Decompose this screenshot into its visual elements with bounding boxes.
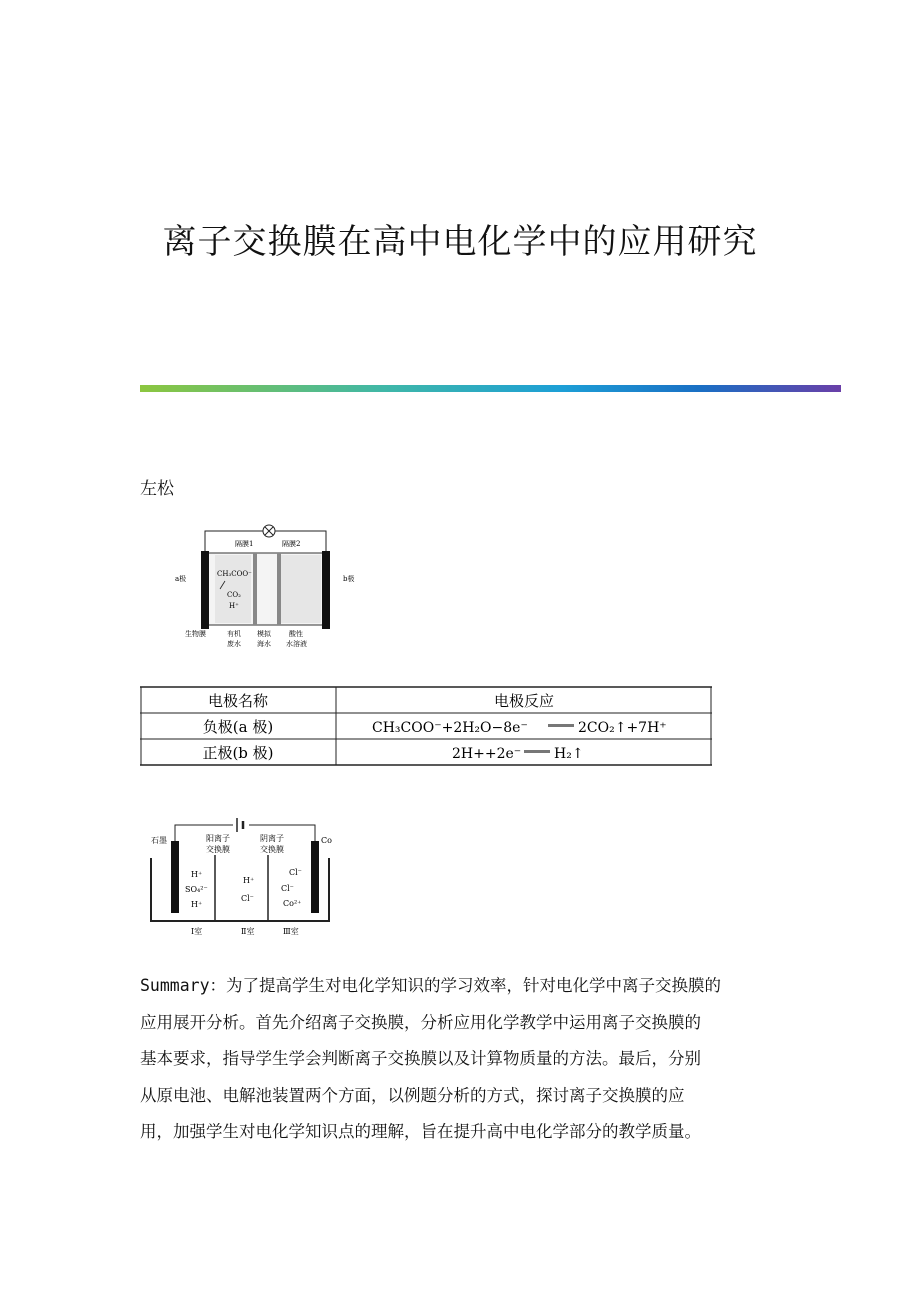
room1-h-bottom: H⁺: [191, 900, 203, 909]
acidic-label-2: 水溶液: [286, 640, 307, 648]
biofilm-label: 生物膜: [185, 630, 206, 638]
membrane-2: [277, 553, 281, 625]
table-row1-name: 负极(a 极): [202, 718, 274, 736]
organic-label-1: 有机: [227, 630, 241, 638]
decorative-gradient-bar: [140, 385, 841, 392]
room2-cl: Cl⁻: [241, 894, 254, 903]
membrane2-label: 隔膜2: [282, 540, 301, 548]
room1-label: Ⅰ室: [191, 927, 203, 936]
room3-co: Co²⁺: [283, 899, 302, 908]
table-header-name: 电极名称: [207, 692, 269, 710]
ion-co2: CO₂: [227, 591, 241, 599]
anion-membrane-label-2: 交换膜: [260, 845, 284, 854]
ion-ch3coo: CH₃COO⁻: [217, 570, 252, 578]
summary-line: 基本要求，指导学生学会判断离子交换膜以及计算物质量的方法。最后，分别: [140, 1049, 701, 1068]
seawater-label-2: 海水: [257, 640, 271, 648]
electrode-b-label: b极: [343, 575, 355, 583]
room1-h-top: H⁺: [191, 870, 203, 879]
cobalt-electrode: [311, 841, 319, 913]
room3-cl-mid: Cl⁻: [281, 884, 294, 893]
seawater-label-1: 模拟: [257, 630, 271, 638]
author-name: 左松: [140, 479, 174, 499]
cobalt-label: Co: [321, 836, 332, 845]
table-row2-reaction-left: 2H++2e⁻: [452, 746, 522, 762]
room3-cl-top: Cl⁻: [289, 868, 302, 877]
graphite-label: 石墨: [151, 836, 167, 845]
electrode-b: [322, 551, 330, 629]
electrolysis-cell-figure: [143, 813, 336, 938]
summary-line: 从原电池、电解池装置两个方面，以例题分析的方式，探讨离子交换膜的应: [140, 1085, 685, 1105]
fuel-cell-figure: [165, 521, 370, 657]
table-row2-reaction-right: H₂↑: [554, 746, 584, 762]
table-row2-name: 正极(b 极): [202, 744, 274, 762]
table-header-reaction: 电极反应: [493, 692, 555, 710]
summary-line: 应用展开分析。首先介绍离子交换膜，分析应用化学教学中运用离子交换膜的: [140, 1012, 701, 1032]
page-title: 离子交换膜在高中电化学中的应用研究: [162, 222, 758, 262]
summary-paragraph: [140, 968, 785, 1151]
ion-h: H⁺: [229, 602, 239, 610]
reaction-table-graphic: [140, 686, 712, 768]
table-row1-reaction-right: 2CO₂↑+7H⁺: [578, 720, 667, 736]
organic-label-2: 废水: [227, 640, 241, 648]
electrode-a: [201, 551, 209, 629]
summary-line: Summary：为了提高学生对电化学知识的学习效率，针对电化学中离子交换膜的: [140, 976, 722, 995]
anion-membrane-label-1: 阴离子: [260, 834, 284, 843]
room2-label: Ⅱ室: [241, 927, 255, 936]
electrode-reaction-table: [140, 686, 712, 768]
membrane1-label: 隔膜1: [235, 540, 254, 548]
fuel-cell-diagram: [165, 521, 370, 657]
room3-label: Ⅲ室: [283, 927, 299, 936]
summary-line: 用，加强学生对电化学知识点的理解，旨在提升高中电化学部分的教学质量。: [140, 1122, 701, 1141]
electrode-a-label: a极: [175, 575, 187, 583]
membrane-1: [253, 553, 257, 625]
cation-membrane-label-1: 阳离子: [206, 834, 230, 843]
electrolysis-cell-diagram: [143, 813, 336, 938]
graphite-electrode: [171, 841, 179, 913]
table-row1-reaction-left: CH₃COO⁻+2H₂O−8e⁻: [372, 720, 528, 736]
acidic-label-1: 酸性: [289, 630, 303, 638]
room2-h: H⁺: [243, 876, 255, 885]
room1-so4: SO₄²⁻: [185, 885, 208, 894]
cation-membrane-label-2: 交换膜: [206, 845, 230, 854]
